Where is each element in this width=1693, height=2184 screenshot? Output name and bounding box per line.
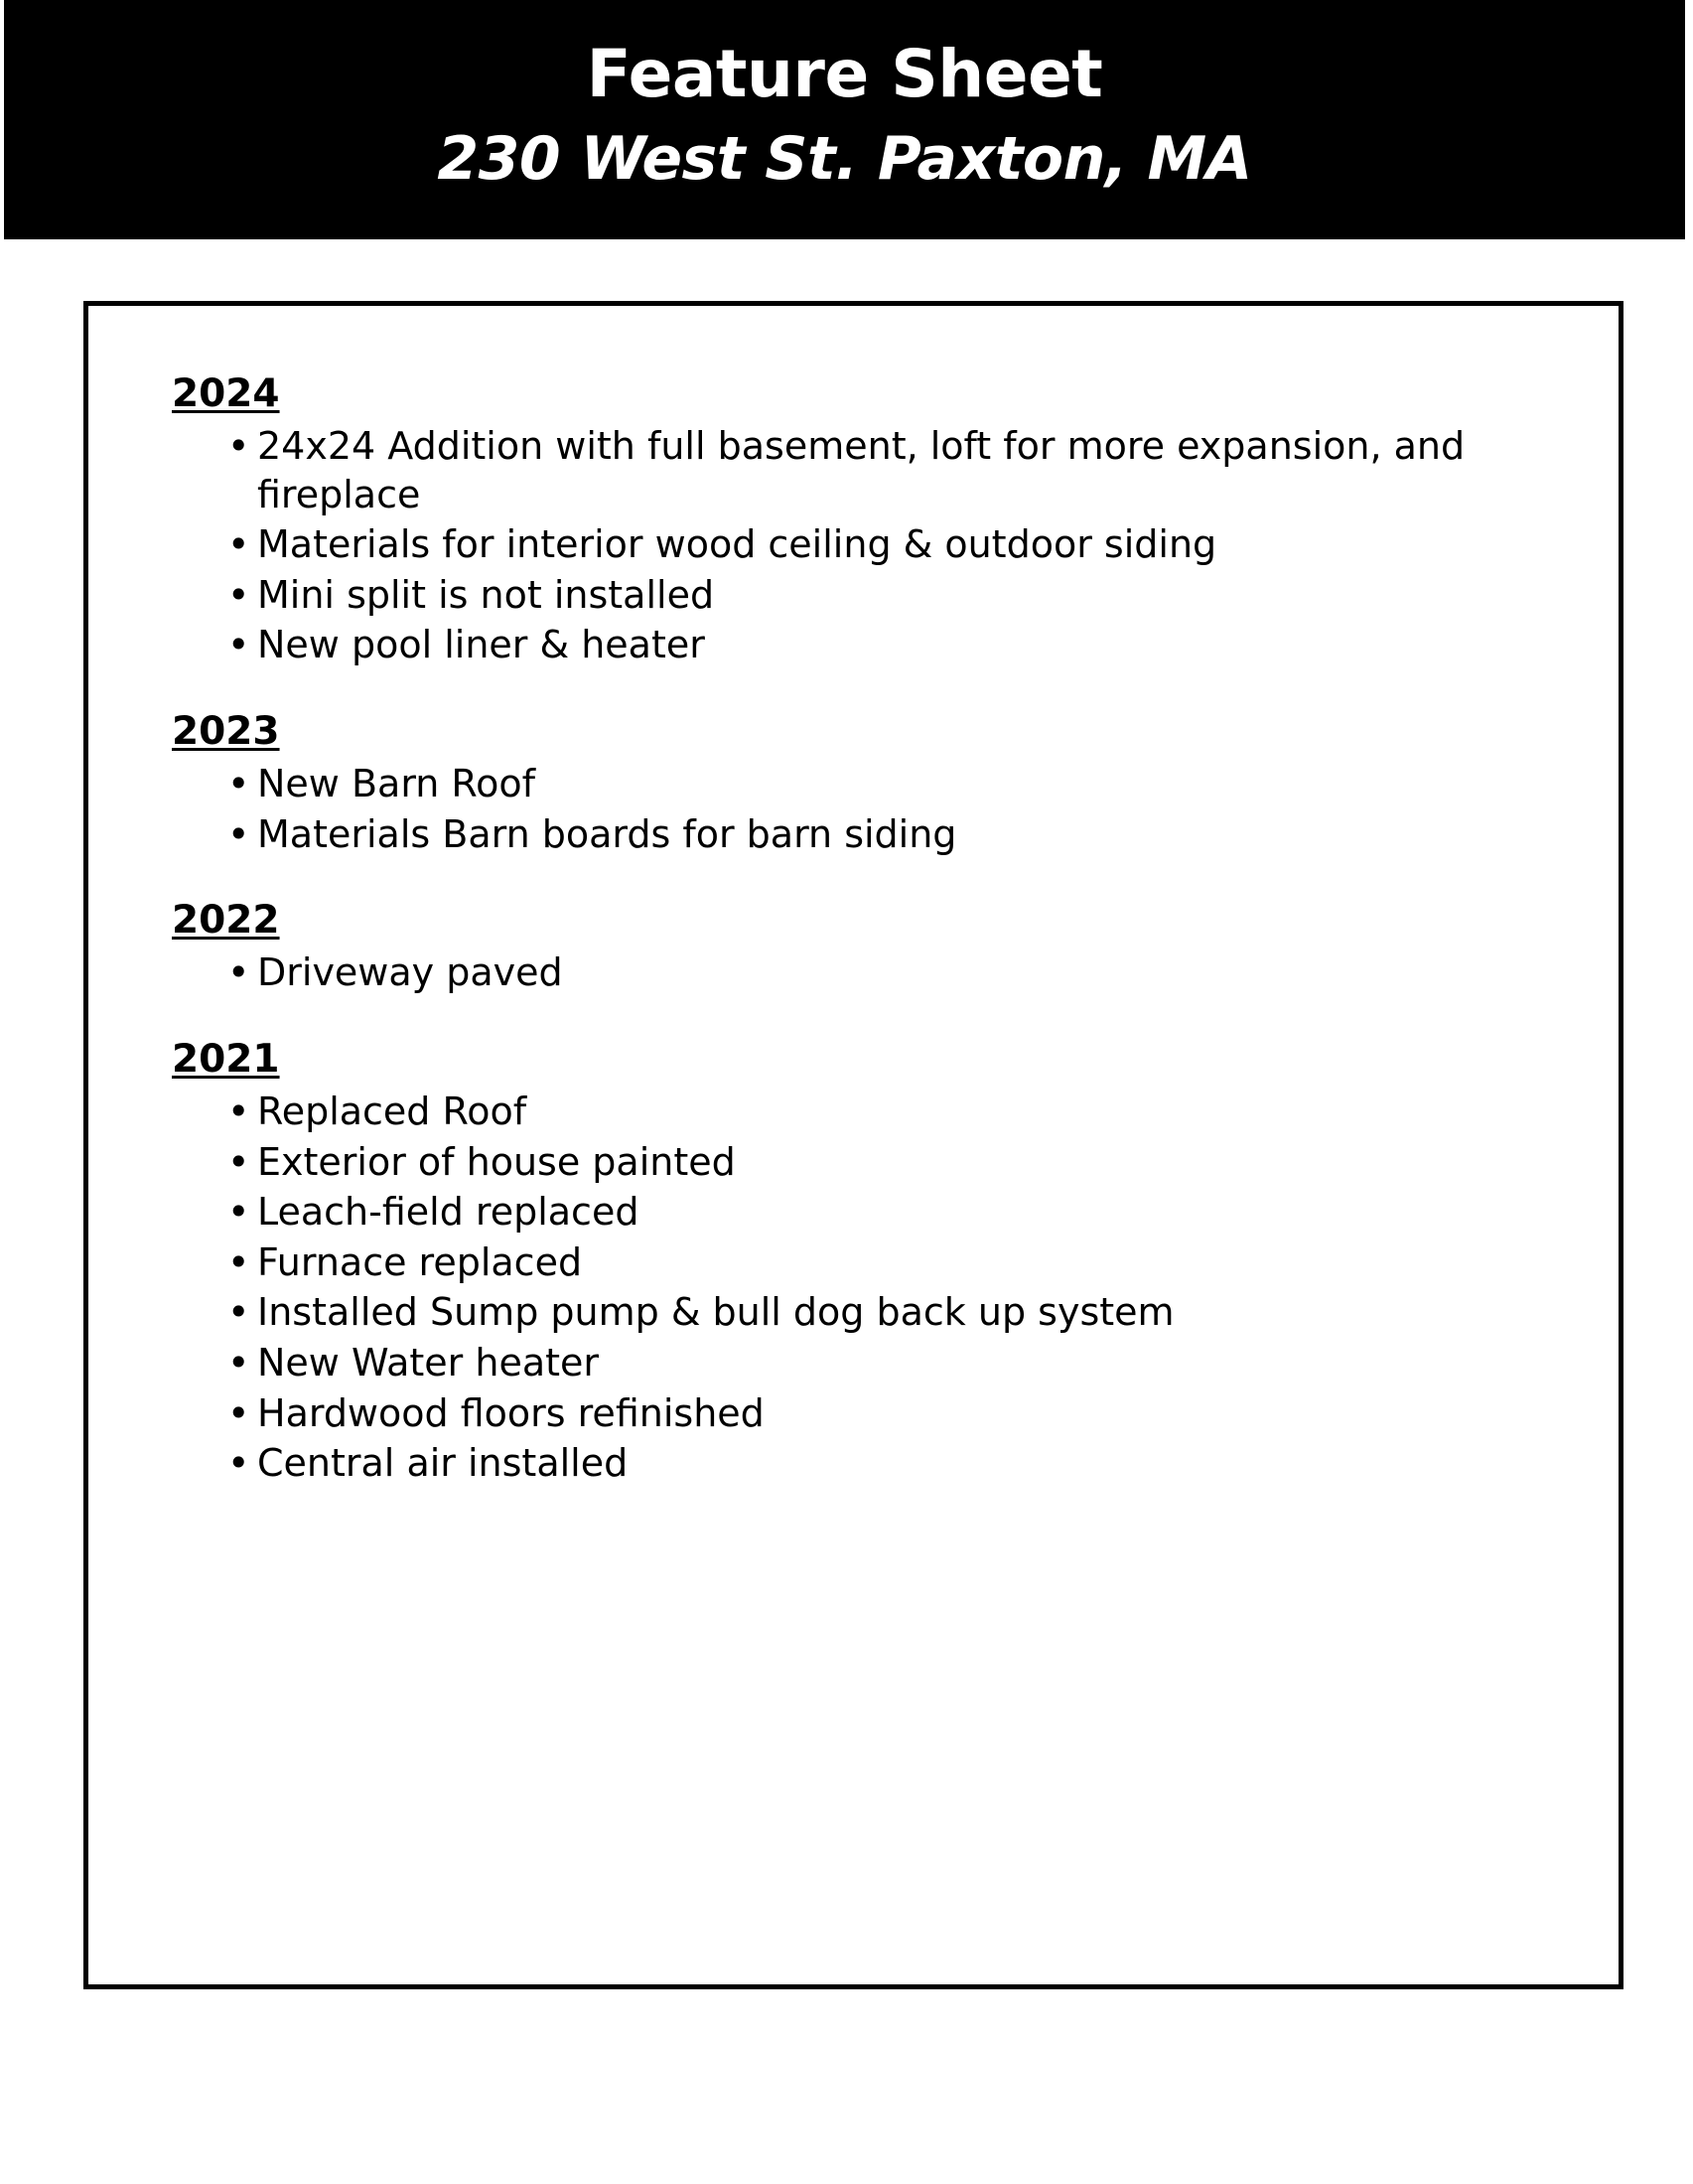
list-item: [227, 621, 1559, 669]
bullet-icon: •: [227, 1341, 250, 1385]
feature-item-list: [172, 948, 1559, 997]
year-section-2023: [172, 709, 1559, 858]
year-heading: 2023: [172, 709, 280, 755]
page-subtitle: 230 West St. Paxton, MA: [437, 123, 1252, 194]
bullet-icon: •: [227, 811, 250, 856]
list-item: [227, 571, 1559, 620]
bullet-icon: •: [227, 572, 250, 617]
bullet-icon: •: [227, 1441, 250, 1486]
list-item: [227, 520, 1559, 569]
list-item: [227, 1088, 1559, 1136]
year-section-2021: [172, 1037, 1559, 1488]
list-item: [227, 810, 1559, 859]
feature-item-list: [172, 760, 1559, 858]
bullet-icon: •: [227, 423, 250, 468]
feature-item-list: [172, 1088, 1559, 1488]
list-item: [227, 422, 1559, 518]
list-item-label: Furnace replaced: [257, 1239, 583, 1284]
bullet-icon: •: [227, 1089, 250, 1133]
bullet-icon: •: [227, 1239, 250, 1284]
bullet-icon: •: [227, 762, 250, 806]
list-item-label: New Water heater: [257, 1341, 600, 1385]
bullet-icon: •: [227, 1290, 250, 1335]
list-item-label: Central air installed: [257, 1441, 629, 1486]
list-item: [227, 948, 1559, 997]
list-item: [227, 1389, 1559, 1438]
list-item-label: Replaced Roof: [257, 1089, 527, 1133]
year-sections: [172, 371, 1559, 1488]
list-item: [227, 1188, 1559, 1237]
bullet-icon: •: [227, 623, 250, 667]
bullet-icon: •: [227, 1390, 250, 1435]
year-heading: 2022: [172, 898, 280, 944]
feature-list-box: [83, 301, 1623, 1989]
list-item: [227, 1238, 1559, 1287]
list-item-label: Materials for interior wood ceiling & outdoor siding: [257, 522, 1217, 567]
page-title: Feature Sheet: [586, 36, 1103, 112]
list-item: [227, 1288, 1559, 1337]
list-item: [227, 1439, 1559, 1488]
list-item-label: New pool liner & heater: [257, 623, 705, 667]
list-item: [227, 760, 1559, 808]
list-item: [227, 1339, 1559, 1387]
list-item-label: Leach-field replaced: [257, 1190, 639, 1235]
bullet-icon: •: [227, 950, 250, 995]
list-item-label: Hardwood floors refinished: [257, 1390, 765, 1435]
bullet-icon: •: [227, 1190, 250, 1235]
list-item-label: Mini split is not installed: [257, 572, 715, 617]
document-header: [4, 0, 1685, 239]
list-item-label: Exterior of house painted: [257, 1139, 736, 1184]
content-area: [0, 239, 1693, 2029]
year-section-2022: [172, 898, 1559, 997]
list-item: [227, 1138, 1559, 1187]
list-item-label: Materials Barn boards for barn siding: [257, 811, 957, 856]
year-heading: 2024: [172, 370, 280, 416]
year-section-2024: [172, 371, 1559, 669]
list-item-label: Driveway paved: [257, 950, 563, 995]
list-item-label: Installed Sump pump & bull dog back up system: [257, 1290, 1175, 1335]
bullet-icon: •: [227, 1139, 250, 1184]
list-item-label: New Barn Roof: [257, 762, 536, 806]
list-item-label: 24x24 Addition with full basement, loft for more expansion, and fireplace: [257, 423, 1466, 516]
bullet-icon: •: [227, 522, 250, 567]
year-heading: 2021: [172, 1036, 280, 1082]
feature-item-list: [172, 422, 1559, 669]
